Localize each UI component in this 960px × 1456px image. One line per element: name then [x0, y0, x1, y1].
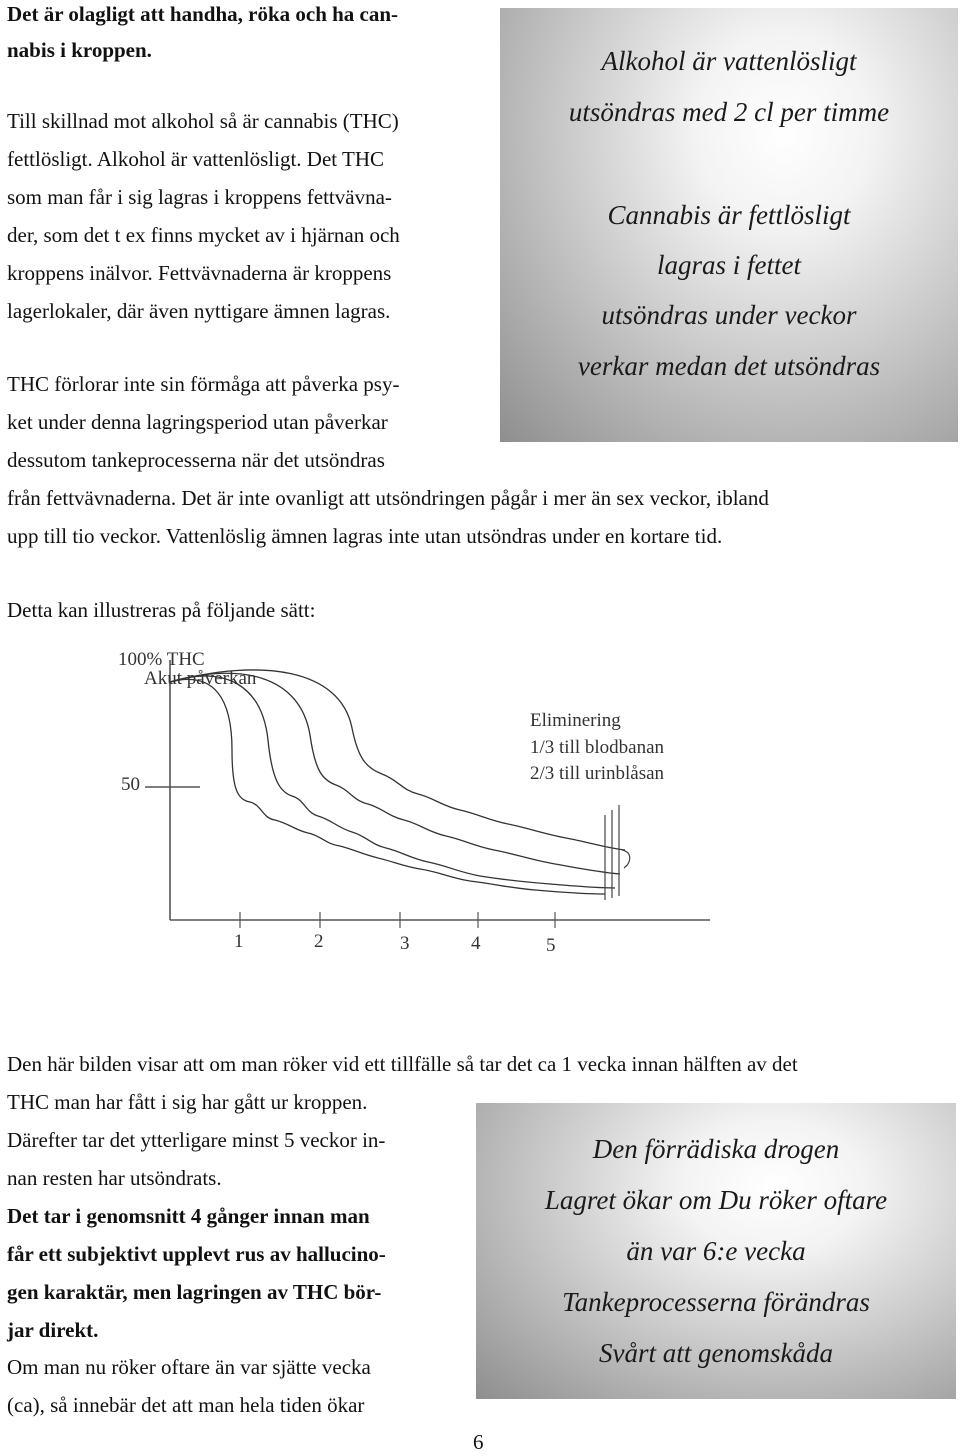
para4-line-3: gen karaktär, men lagringen av THC bör-: [7, 1280, 382, 1304]
para2-line-4: från fettvävnaderna. Det är inte ovanligt att utsöndringen pågår i mer än sex veckor, ibland: [7, 486, 769, 510]
graph-label-50: 50: [121, 774, 140, 795]
x-tick-label-4: 4: [471, 933, 481, 954]
para3-line-3: Därefter tar det ytterligare minst 5 veckor in-: [7, 1128, 386, 1152]
graph-label-100: 100% THC: [118, 649, 205, 670]
graph-label-acute: Akut påverkan: [144, 668, 257, 689]
para1-line-6: lagerlokaler, där även nyttigare ämnen lagras.: [7, 299, 391, 323]
x-tick-label-2: 2: [314, 931, 324, 952]
illustrate-text: Detta kan illustreras på följande sätt:: [7, 598, 316, 622]
para5-line-2: (ca), så innebär det att man hela tiden ökar: [7, 1393, 365, 1417]
para2-line-3: dessutom tankeprocesserna när det utsöndras: [7, 448, 385, 472]
para4-line-4: jar direkt.: [7, 1318, 99, 1342]
box2-line-1: Den förrädiska drogen: [592, 1134, 840, 1164]
box1-line-6: verkar medan det utsöndras: [577, 351, 881, 381]
graph-elim-line1: 1/3 till blodbanan: [530, 737, 665, 758]
box1-line-4: lagras i fettet: [657, 250, 801, 280]
graph-elim-title: Eliminering: [530, 710, 621, 731]
info-box-treacherous-drug: [476, 1103, 956, 1399]
para2-line-2: ket under denna lagringsperiod utan påverkar: [7, 410, 388, 434]
para2-line-1: THC förlorar inte sin förmåga att påverka psy-: [7, 372, 400, 396]
intro-line-1: Det är olagligt att handha, röka och ha can-: [7, 2, 399, 26]
box2-line-3: än var 6:e vecka: [626, 1236, 806, 1266]
para4-line-1: Det tar i genomsnitt 4 gånger innan man: [7, 1204, 370, 1228]
x-tick-label-5: 5: [546, 935, 556, 956]
thc-elimination-graph: [0, 640, 960, 970]
para1-line-4: der, som det t ex finns mycket av i hjärnan och: [7, 223, 400, 247]
para3-line-1: Den här bilden visar att om man röker vid ett tillfälle så tar det ca 1 vecka innan hälften av det: [7, 1052, 798, 1076]
para5-line-1: Om man nu röker oftare än var sjätte vecka: [7, 1355, 371, 1379]
para1-line-2: fettlösligt. Alkohol är vattenlösligt. Det THC: [7, 147, 384, 171]
intro-line-2: nabis i kroppen.: [7, 38, 152, 62]
thc-curve-4: [170, 670, 625, 850]
box2-line-4: Tankeprocesserna förändras: [562, 1287, 870, 1317]
page-number: 6: [473, 1430, 484, 1454]
elim-brace: [622, 850, 630, 868]
para1-line-1: Till skillnad mot alkohol så är cannabis (THC): [7, 109, 399, 133]
para2-line-5: upp till tio veckor. Vattenlöslig ämnen lagras inte utan utsöndras under en kortare tid.: [7, 524, 723, 548]
para4-line-2: får ett subjektivt upplevt rus av hallucino-: [7, 1242, 386, 1266]
box2-line-5: Svårt att genomskåda: [599, 1338, 833, 1368]
box1-line-1: Alkohol är vattenlösligt: [601, 46, 857, 76]
graph-drawing: [0, 640, 960, 970]
box1-line-3: Cannabis är fettlösligt: [607, 200, 851, 230]
x-tick-label-3: 3: [400, 933, 410, 954]
para1-line-5: kroppens inälvor. Fettvävnaderna är kroppens: [7, 261, 392, 285]
box1-line-2: utsöndras med 2 cl per timme: [568, 97, 890, 127]
para3-line-4: nan resten har utsöndrats.: [7, 1166, 222, 1190]
para1-line-3: som man får i sig lagras i kroppens fettvävna-: [7, 185, 392, 209]
para3-line-2: THC man har fått i sig har gått ur kroppen.: [7, 1090, 368, 1114]
box1-line-5: utsöndras under veckor: [601, 300, 857, 330]
info-box-alcohol-cannabis: [500, 8, 958, 442]
x-tick-label-1: 1: [234, 931, 244, 952]
graph-elim-line2: 2/3 till urinblåsan: [530, 763, 665, 784]
box2-line-2: Lagret ökar om Du röker oftare: [544, 1185, 888, 1215]
